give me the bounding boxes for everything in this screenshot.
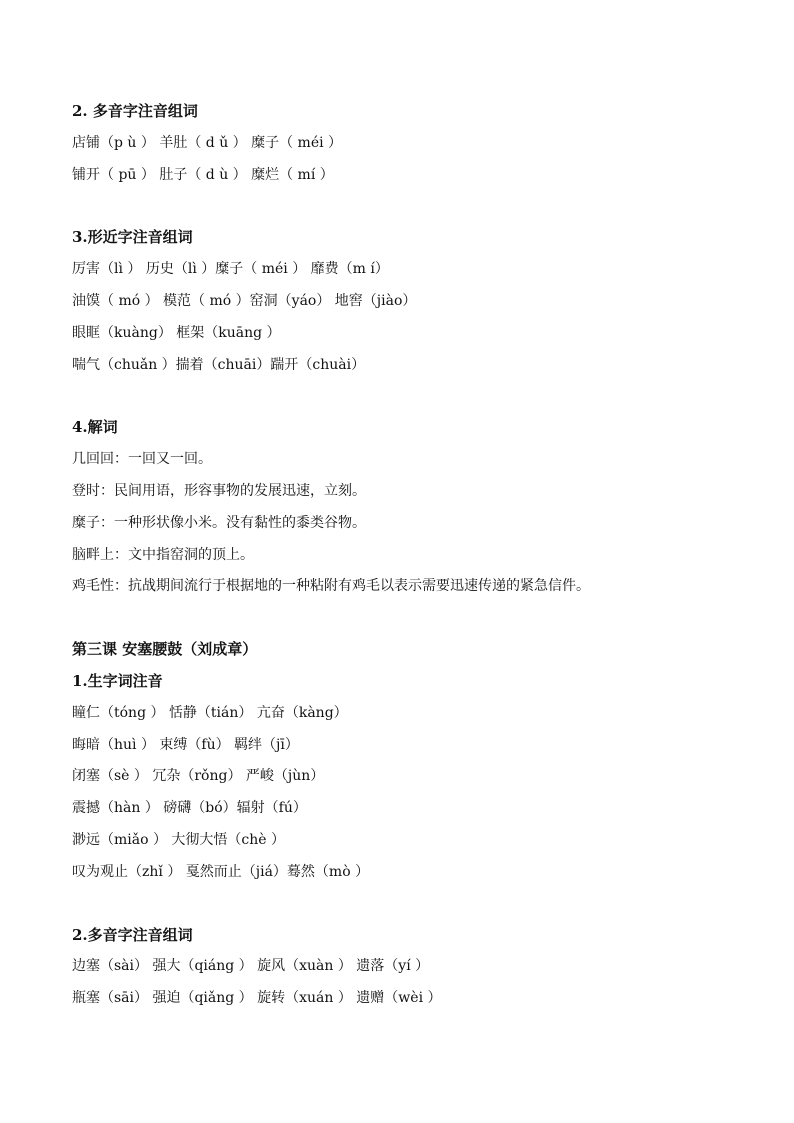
section-heading: 3.形近字注音组词 xyxy=(72,228,193,247)
text-line: 渺远（miǎo ） 大彻大悟（chè ） xyxy=(72,831,286,848)
text-line: 震撼（hàn ） 磅礴（bó）辐射（fú） xyxy=(72,800,307,817)
text-line: 铺开（ pū ） 肚子（ d ù ） 糜烂（ mí ） xyxy=(72,166,334,183)
section-lesson-title xyxy=(72,634,752,666)
lesson-title: 第三课 安塞腰鼓（刘成章） xyxy=(72,640,258,659)
text-line: 瞳仁（tóng ） 恬静（tián） 亢奋（kàng） xyxy=(72,704,348,721)
section-similar-characters xyxy=(72,222,752,381)
section-polyphone-words-2 xyxy=(72,920,752,1015)
section-heading: 2. 多音字注音组词 xyxy=(72,102,198,120)
section-heading: 1.生字词注音 xyxy=(72,671,163,690)
text-line: 边塞（sài） 强大（qiáng ） 旋风（xuàn ） 遗落（yí ） xyxy=(72,958,430,975)
text-line: 店铺（p ù ） 羊肚（ d ǔ ） 糜子（ méi ） xyxy=(72,134,343,151)
text-line: 脑畔上：文中指窑洞的顶上。 xyxy=(72,546,254,563)
text-line: 叹为观止（zhǐ ） 戛然而止（jiá）蓦然（mò ） xyxy=(72,863,370,880)
text-line: 鸡毛性：抗战期间流行于根据地的一种粘附有鸡毛以表示需要迅速传递的紧急信件。 xyxy=(72,578,590,595)
text-line: 晦暗（huì ） 束缚（fù） 羁绊（jī） xyxy=(72,736,299,753)
section-polyphone-words xyxy=(72,96,752,191)
text-line: 几回回：一回又一回。 xyxy=(72,451,212,468)
text-line: 糜子：一种形状像小米。没有黏性的黍类谷物。 xyxy=(72,514,366,531)
text-line: 登时：民间用语，形容事物的发展迅速，立刻。 xyxy=(72,482,366,499)
text-line: 眼眶（kuàng） 框架（kuāng ） xyxy=(72,324,281,341)
section-word-explanations xyxy=(72,412,752,603)
text-line: 瓶塞（sāi） 强迫（qiǎng ） 旋转（xuán ） 遗赠（wèi ） xyxy=(72,990,442,1007)
section-heading: 4.解词 xyxy=(72,418,118,437)
text-line: 厉害（lì ） 历史（lì ）糜子（ méi ） 靡费（m í） xyxy=(72,261,389,278)
text-line: 闭塞（sè ） 冗杂（rǒng） 严峻（jùn） xyxy=(72,768,325,785)
text-line: 油馍（ mó ） 模范（ mó ）窑洞（yáo） 地窖（jiào） xyxy=(72,292,417,309)
text-line: 喘气（chuǎn ）揣着（chuāi）踹开（chuài） xyxy=(72,356,366,373)
section-heading: 2.多音字注音组词 xyxy=(72,925,193,944)
section-new-words xyxy=(72,666,752,889)
document-page xyxy=(72,96,752,1046)
